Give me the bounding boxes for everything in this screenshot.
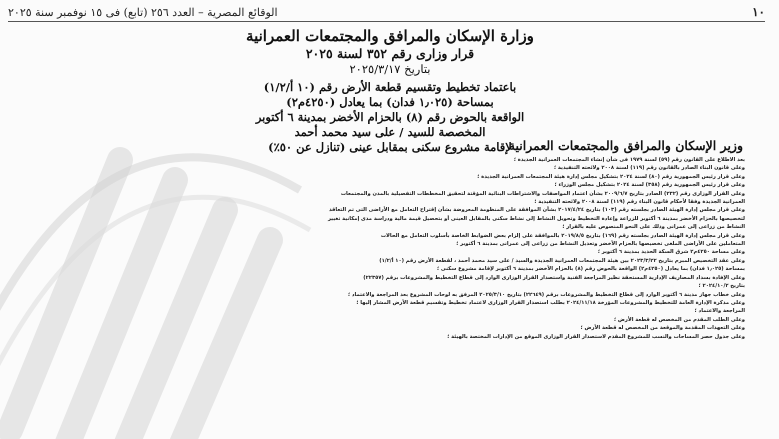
body-line: وعلى قرار رئيس الجمهورية رقم (٨٠) لسنة ٢٠٢٤ بتشكيل مجلس إدارة هيئة المجتمعات العمرانية الجديدة ؛ bbox=[477, 173, 745, 180]
body-line: وعلى عقد التخصيص المبرم بتاريخ ٢٠٢٣/٣/٢٢ بين هيئة المجتمعات العمرانية الجديدة والسيد / على سيد محمد أحمد ، لقطعة الأرض رقم (١٠ أ/١/٢) bbox=[379, 257, 745, 264]
decree-body bbox=[55, 156, 745, 341]
minister-heading: وزير الإسكان والمرافق والمجتمعات العمرانية bbox=[508, 138, 743, 153]
body-line: النشاط من زراعى إلى عمرانى وذلك على النحو المنصوص عليه بالقرار ؛ bbox=[562, 224, 745, 231]
subject-line: بمساحة (١٫٠٢٥ فدان) بما يعادل (٤٢٥٠م٢) bbox=[286, 95, 494, 109]
subject-line: لإقامة مشروع سكنى بمقابل عينى (تنازل عن ٥٠٪) bbox=[268, 140, 512, 154]
subject-line: المخصصة للسيد / على سيد محمد أحمد bbox=[294, 125, 486, 139]
decree-title-block bbox=[180, 27, 600, 155]
subject-line: باعتماد تخطيط وتقسيم قطعة الأرض رقم (١٠ أ/١/٢) bbox=[263, 80, 517, 94]
body-line: وعلى قرار رئيس الجمهورية رقم (٣٥٨) لسنة ٢٠٢٤ بتشكيل مجلس الوزراء ؛ bbox=[554, 182, 745, 189]
subject-line: الواقعة بالحوض رقم (٨) بالحزام الأخضر بمدينة ٦ أكتوبر bbox=[255, 110, 525, 124]
body-line: وعلى الطلب المقدم من المخصص له قطعة الأرض ؛ bbox=[613, 316, 745, 323]
page-header bbox=[8, 4, 765, 20]
ministry-name: وزارة الإسكان والمرافق والمجتمعات العمرانية bbox=[246, 27, 534, 45]
body-line: وعلى التعهدات المقدمة والموقعة من المخصص له قطعة الأرض ؛ bbox=[580, 325, 745, 332]
body-line: العمرانية الجديدة وفقا لأحكام قانون البناء رقم (١١٩) لسنة ٢٠٠٨ ولائحته التنفيذية ؛ bbox=[534, 199, 745, 206]
body-line: وعلى خطاب جهاز مدينة ٦ أكتوبر الوارد إلى قطاع التخطيط والمشروعات برقم (٢٢٦٤٩) بتاريخ ٢٠٢٥/٣/١٠ المرفق به لوحات المشروع بعد المراجعة والاعتماد ؛ bbox=[348, 291, 745, 298]
body-line: وعلى الإفادة بسداد المصاريف الإدارية المستحقة نظير المراجعة الفنية واستصدار القرار الوزارى الوارد إلى قطاع التخطيط والمشروعات برقم (٢٢٣٥٧) bbox=[363, 274, 745, 281]
body-line: بعد الاطلاع على القانون رقم (٥٩) لسنة ١٩٧٩ فى شأن إنشاء المجتمعات العمرانية الجديدة ؛ bbox=[513, 157, 745, 163]
gazette-issue-line: الوقائع المصرية – العدد ٢٥٦ (تابع) فى ١٥ نوفمبر سنة ٢٠٢٥ bbox=[8, 5, 278, 19]
body-line: وعلى مذكرة الإدارة العامة للتخطيط والمشروعات المؤرخة ٢٠٢٤/١١/١٨ بطلب استصدار القرار الوزارى لاعتماد تخطيط وتقسيم قطعة الأرض المشار إليها ؛ bbox=[356, 299, 745, 306]
body-line: وعلى قرار مجلس إدارة الهيئة الصادر بجلسته رقم (١٦٩) بتاريخ ٢٠١٩/٨/٥ بالموافقة على إلزام بعض الضوابط الخاصة بأسلوب التعامل مع الحالات bbox=[380, 232, 745, 239]
page-number: ١٠ bbox=[752, 5, 765, 19]
decree-number: قرار وزارى رقم ٣٥٢ لسنة ٢٠٢٥ bbox=[305, 46, 475, 61]
body-line: المتعاملين على الأراضى الملغى تخصيصها بالحزام الأخضر وتعديل النشاط من زراعى إلى عمرانى بمدينة ٦ أكتوبر ؛ bbox=[456, 241, 745, 248]
body-line: وعلى قرار مجلس إدارة الهيئة الصادر بجلسته رقم (١٠٣) بتاريخ ٢٠١٧/٤/٢٤ بشأن الموافقة على المنظومة المعروضة بشأن إقتراح التعامل مع الأراضى التى تم التعاقد bbox=[329, 207, 745, 214]
header-divider bbox=[8, 21, 765, 22]
body-line: وعلى قانون البناء الصادر بالقانون رقم (١١٩) لسنة ٢٠٠٨ ولائحته التنفيذية ؛ bbox=[553, 165, 745, 172]
body-line: بمساحة (١٫٠٢٥ فدان) بما يعادل (٤٢٥٠م٢) الواقعة بالحوض رقم (٨) بالحزام الأخضر بمدينة ٦ أكتوبر لإقامة مشروع سكنى ؛ bbox=[436, 266, 745, 273]
body-line: بتاريخ ٢٠٢٤/١٠/٢ ؛ bbox=[698, 283, 745, 290]
body-line: وعلى جدول حصر المساحات والنسب للمشروع المقدم لاستصدار القرار الوزارى الموقع من الإدارات المختصة بالهيئة ؛ bbox=[447, 333, 745, 340]
body-line: وعلى القرار الوزارى رقم (٢٣٢) الصادر بتاريخ ٢٠٠٩/٦/٧ بشأن اعتماد المواصفات والاشتراطات البنائية المؤقتة لتحقيق المخططات التفصيلية بالمدن والمجتمعات bbox=[340, 190, 745, 197]
body-line: لتخصيصها بالحزام الأخضر بمدينة ٦ أكتوبر للزراعة وإعادة التخطيط وتحويل النشاط إلى نشاط سكنى بالمقابل العينى أو بتحصيل قيمة مالية ودراسة مدى إمكانية تغيير bbox=[327, 215, 745, 222]
body-line: وعلى مساحة ٤٢٥٠م٢ شرق السكة الحديد بمدينة ٦ أكتوبر ؛ bbox=[597, 249, 745, 256]
decree-date: بتاريخ ٢٠٢٥/٣/١٧ bbox=[349, 62, 431, 76]
body-line: المراجعة والاعتماد ؛ bbox=[694, 308, 745, 315]
